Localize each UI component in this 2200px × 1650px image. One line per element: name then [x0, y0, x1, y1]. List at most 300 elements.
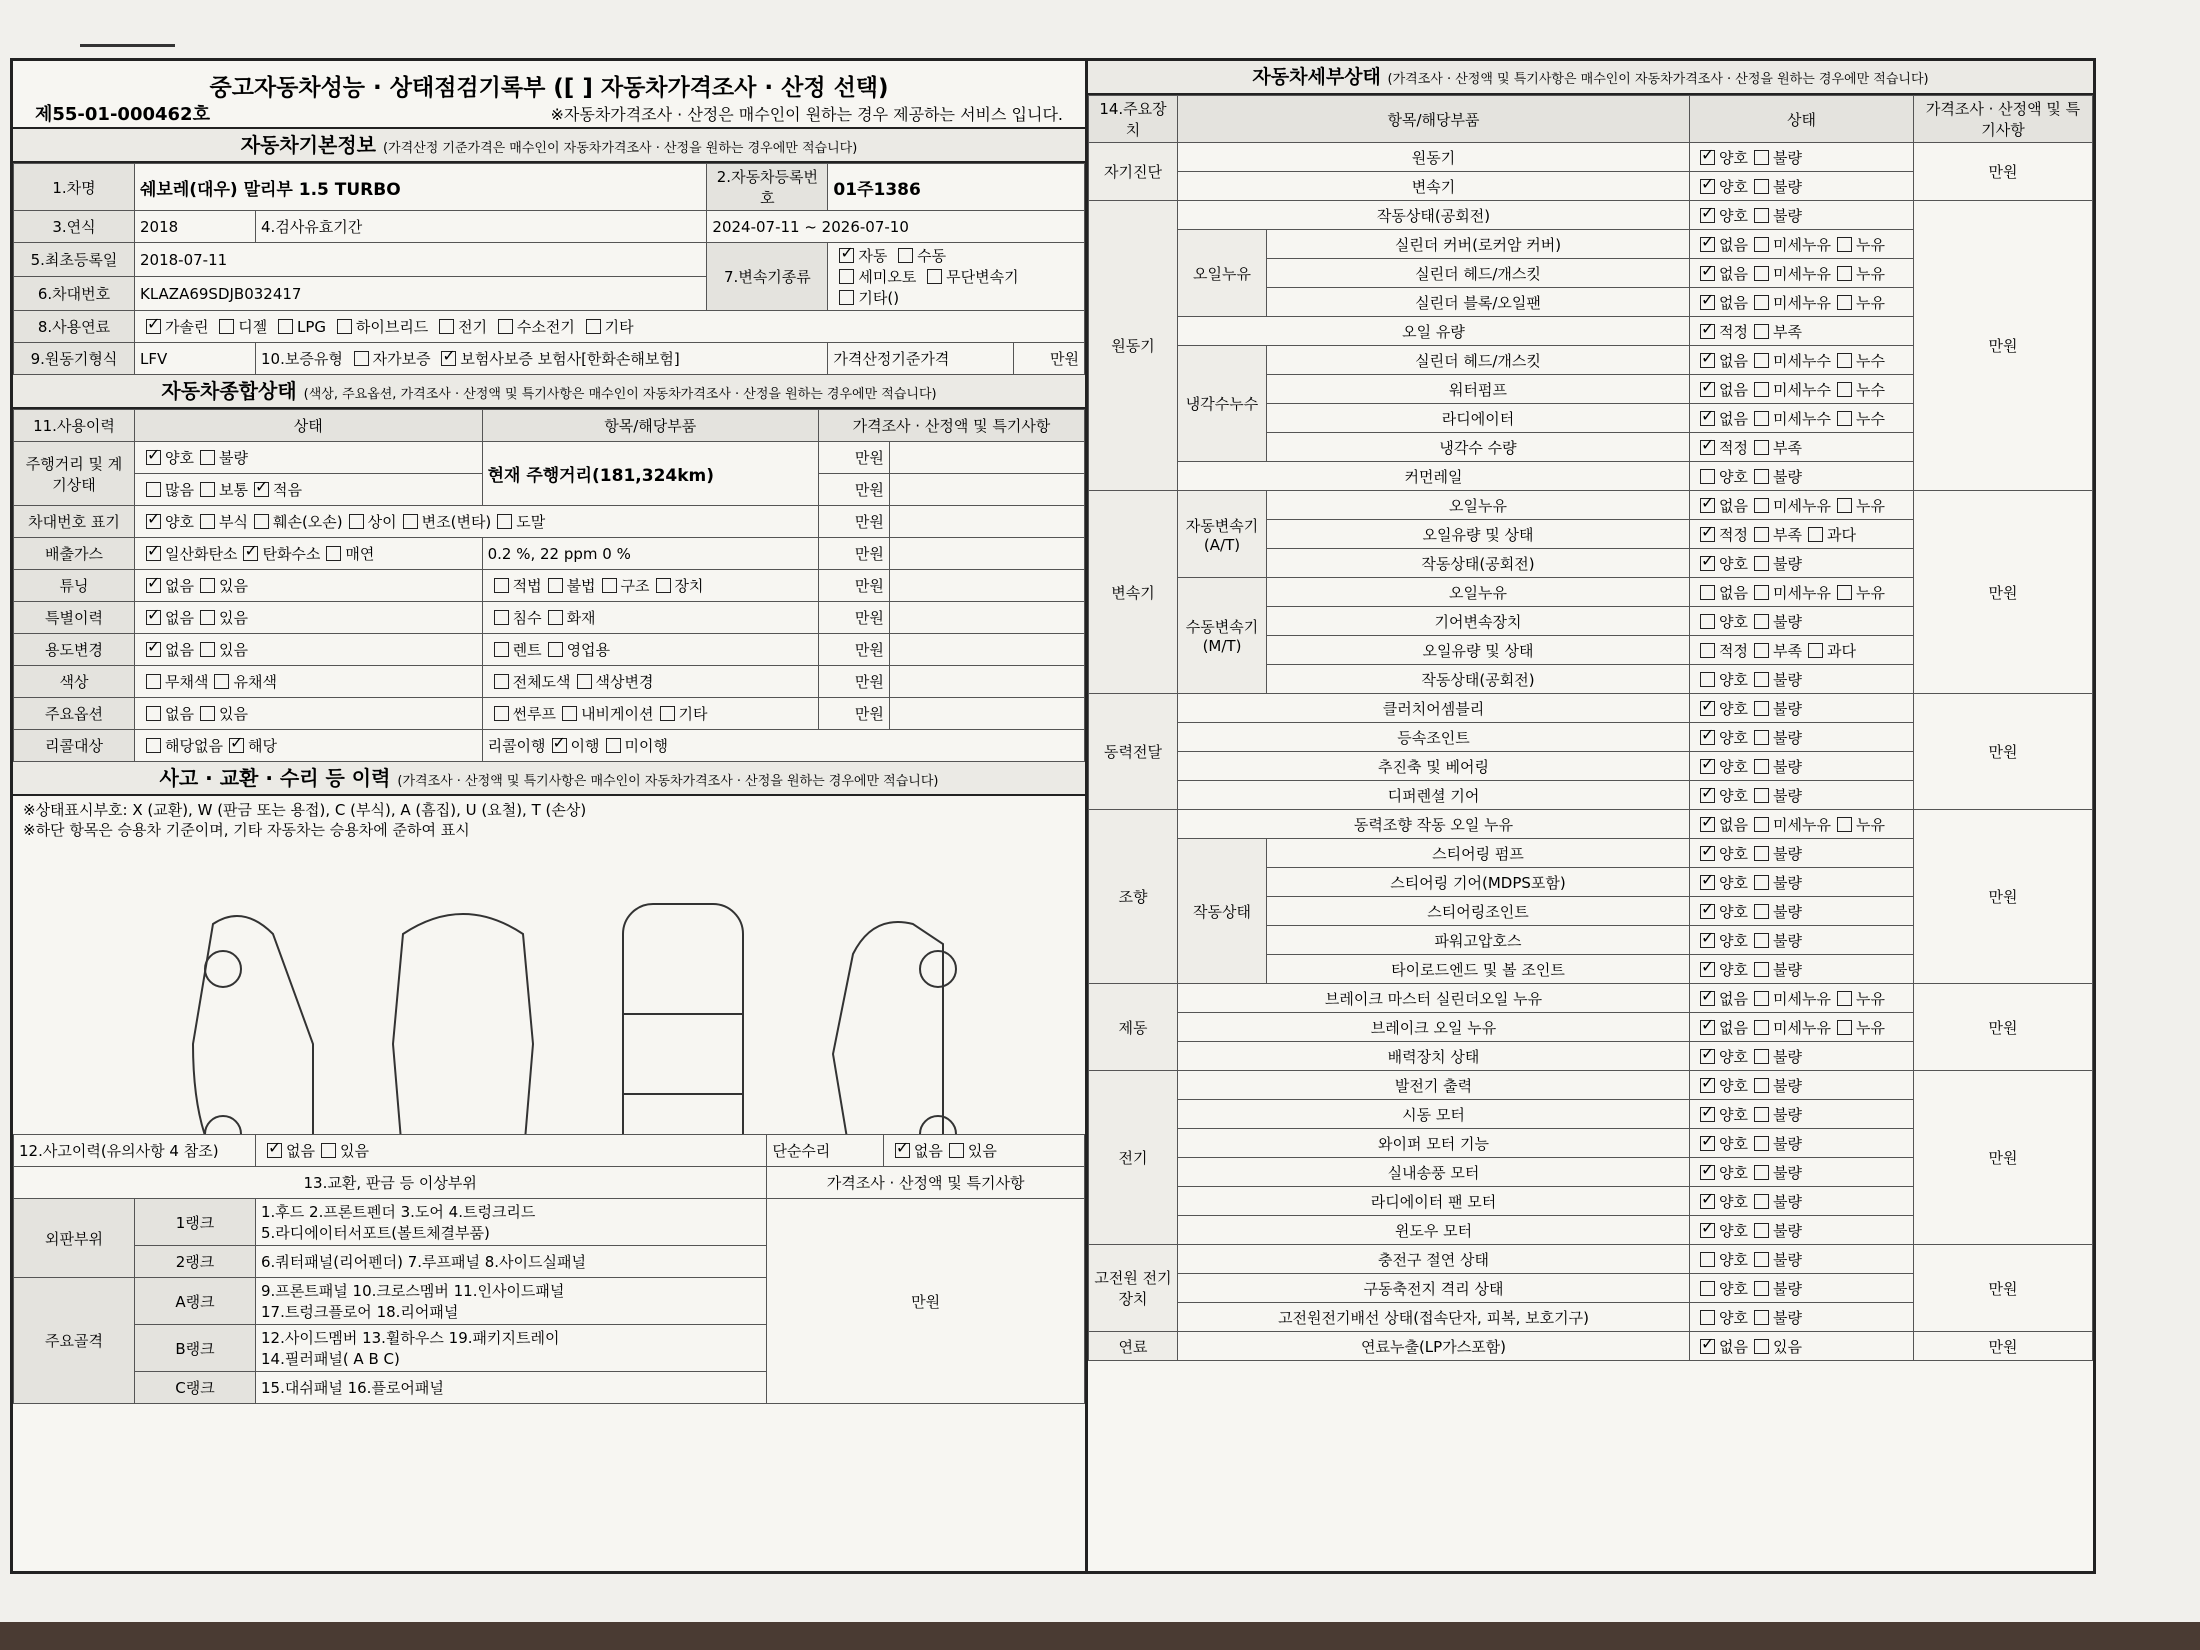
state-options — [1690, 984, 1914, 1013]
checkbox[interactable] — [1754, 614, 1769, 629]
checkbox[interactable] — [1754, 150, 1769, 165]
option-label: 양호 — [1719, 1250, 1748, 1269]
pen-mark — [80, 44, 175, 47]
part-name: 실린더 블록/오일팬 — [1267, 288, 1690, 317]
label-reg: 2.자동차등록번호 — [707, 164, 828, 211]
checkbox[interactable] — [1700, 962, 1715, 977]
state-options — [1690, 1274, 1914, 1303]
checkbox[interactable] — [1837, 353, 1852, 368]
option-label: 미세누유 — [1772, 264, 1831, 283]
warranty: 10.보증유형 자가보증 ✓ 보험사보증 보험사[한화손해보험] — [256, 343, 828, 375]
checkbox[interactable] — [441, 351, 456, 366]
checkbox[interactable] — [200, 642, 215, 657]
option-label: 양호 — [1719, 612, 1748, 631]
part-name: 스티어링조인트 — [1267, 897, 1690, 926]
part-name: 오일유량 및 상태 — [1267, 520, 1690, 549]
checkbox[interactable] — [839, 290, 854, 305]
col-usage: 11.사용이력 — [14, 410, 135, 442]
part-name: 커먼레일 — [1178, 462, 1690, 491]
state-options — [1690, 462, 1914, 491]
checkbox[interactable] — [1754, 440, 1769, 455]
checkbox[interactable] — [200, 610, 215, 625]
state-options — [1690, 404, 1914, 433]
part-name: 등속조인트 — [1178, 723, 1690, 752]
part-name: 동력조향 작동 오일 누유 — [1178, 810, 1690, 839]
option-label: 불량 — [1772, 206, 1802, 225]
state-options — [1690, 1187, 1914, 1216]
checkbox[interactable] — [1700, 933, 1715, 948]
part-name: 냉각수 수량 — [1267, 433, 1690, 462]
option-label: 미세누수 — [1772, 409, 1831, 428]
checkbox[interactable] — [1700, 440, 1715, 455]
option-label: 과다 — [1826, 641, 1856, 660]
checkbox[interactable] — [1754, 933, 1769, 948]
checkbox[interactable] — [1754, 1194, 1769, 1209]
checkbox[interactable] — [1754, 701, 1769, 716]
checkbox[interactable] — [577, 674, 592, 689]
option-label: 불량 — [1772, 467, 1802, 486]
state-options — [1690, 752, 1914, 781]
checkbox[interactable] — [1700, 469, 1715, 484]
checkbox[interactable] — [1754, 730, 1769, 745]
state-options — [1690, 317, 1914, 346]
option-label: 누수 — [1855, 380, 1885, 399]
part-name: 발전기 출력 — [1178, 1071, 1690, 1100]
checkbox[interactable] — [1754, 962, 1769, 977]
checkbox[interactable] — [326, 546, 341, 561]
checkbox[interactable] — [1700, 179, 1715, 194]
checkbox[interactable] — [267, 1143, 282, 1158]
checkbox[interactable] — [1700, 1339, 1715, 1354]
checkbox[interactable] — [1754, 411, 1769, 426]
checkbox[interactable] — [146, 546, 161, 561]
checkbox[interactable] — [146, 450, 161, 465]
checkbox[interactable] — [1754, 846, 1769, 861]
state-options — [1690, 491, 1914, 520]
checkbox[interactable] — [1754, 353, 1769, 368]
checkbox[interactable] — [1754, 585, 1769, 600]
checkbox[interactable] — [1700, 353, 1715, 368]
checkbox[interactable] — [439, 319, 454, 334]
checkbox[interactable] — [146, 578, 161, 593]
checkbox[interactable] — [200, 450, 215, 465]
option-label: 양호 — [1719, 931, 1748, 950]
option-label: 없음 — [1719, 235, 1748, 254]
option-label: 양호 — [1719, 728, 1748, 747]
part-name: 연료누출(LP가스포함) — [1178, 1332, 1690, 1361]
checkbox[interactable] — [1700, 1078, 1715, 1093]
checkbox[interactable] — [1754, 179, 1769, 194]
checkbox[interactable] — [1700, 788, 1715, 803]
checkbox[interactable] — [146, 706, 161, 721]
state-options — [1690, 723, 1914, 752]
checkbox[interactable] — [1754, 1281, 1769, 1296]
checkbox[interactable] — [1700, 1194, 1715, 1209]
checkbox[interactable] — [839, 269, 854, 284]
option-label: 없음 — [1719, 351, 1748, 370]
state-options — [1690, 781, 1914, 810]
checkbox[interactable] — [1754, 991, 1769, 1006]
checkbox[interactable] — [949, 1143, 964, 1158]
price-cell: 만원 — [1914, 694, 2093, 810]
checkbox[interactable] — [1754, 556, 1769, 571]
checkbox[interactable] — [1754, 1078, 1769, 1093]
option-label: 양호 — [1719, 786, 1748, 805]
checkbox[interactable] — [354, 351, 369, 366]
checkbox[interactable] — [1700, 730, 1715, 745]
checkbox[interactable] — [200, 514, 215, 529]
state-options — [1690, 665, 1914, 694]
checkbox[interactable] — [1754, 469, 1769, 484]
checkbox[interactable] — [146, 674, 161, 689]
checkbox[interactable] — [586, 319, 601, 334]
row-label: 주행거리 및 계기상태 — [14, 442, 135, 506]
checkbox[interactable] — [214, 674, 229, 689]
checkbox[interactable] — [200, 706, 215, 721]
checkbox[interactable] — [146, 642, 161, 657]
checkbox[interactable] — [1700, 1281, 1715, 1296]
part-name: 작동상태(공회전) — [1267, 665, 1690, 694]
checkbox[interactable] — [1700, 1136, 1715, 1151]
checkbox[interactable] — [1700, 295, 1715, 310]
checkbox[interactable] — [1700, 266, 1715, 281]
checkbox[interactable] — [606, 738, 621, 753]
option-label: 양호 — [1719, 960, 1748, 979]
checkbox[interactable] — [1754, 295, 1769, 310]
doc-note: ※자동차가격조사 · 산정은 매수인이 원하는 경우 제공하는 서비스 입니다. — [550, 104, 1063, 124]
checkbox[interactable] — [1754, 875, 1769, 890]
price-head: 가격조사 · 산정액 및 특기사항 — [767, 1167, 1085, 1199]
checkbox[interactable] — [1700, 150, 1715, 165]
checkbox[interactable] — [321, 1143, 336, 1158]
vin: KLAZA69SDJB032417 — [135, 277, 707, 311]
col-status: 상태 — [135, 410, 483, 442]
part-name: 오일 유량 — [1178, 317, 1690, 346]
checkbox[interactable] — [254, 482, 269, 497]
label-inspect: 4.검사유효기간 — [256, 211, 707, 243]
option-label: 양호 — [1719, 844, 1748, 863]
checkbox[interactable] — [1700, 1049, 1715, 1064]
checkbox[interactable] — [278, 319, 293, 334]
option-label: 불량 — [1772, 612, 1802, 631]
detail-row — [1089, 201, 2093, 230]
checkbox[interactable] — [1700, 1107, 1715, 1122]
checkbox[interactable] — [656, 578, 671, 593]
part-name: 원동기 — [1178, 143, 1690, 172]
checkbox[interactable] — [1754, 817, 1769, 832]
checkbox[interactable] — [1754, 266, 1769, 281]
checkbox[interactable] — [1700, 498, 1715, 513]
option-label: 불량 — [1772, 1279, 1802, 1298]
part-name: 시동 모터 — [1178, 1100, 1690, 1129]
checkbox[interactable] — [229, 738, 244, 753]
checkbox[interactable] — [1837, 817, 1852, 832]
checkbox[interactable] — [898, 248, 913, 263]
mileage: 현재 주행거리(181,324km) — [482, 442, 818, 506]
checkbox[interactable] — [1808, 643, 1823, 658]
checkbox[interactable] — [1700, 759, 1715, 774]
option-label: 없음 — [1719, 264, 1748, 283]
checkbox[interactable] — [1700, 846, 1715, 861]
detail-row — [1089, 1332, 2093, 1361]
device-group: 고전원 전기장치 — [1089, 1245, 1178, 1332]
checkbox[interactable] — [494, 674, 509, 689]
detail-row — [1089, 694, 2093, 723]
doc-title: 중고자동차성능 · 상태점검기록부 ([ ] 자동차가격조사 · 산정 선택) — [209, 75, 889, 101]
detail-table — [1088, 95, 2093, 1361]
checkbox[interactable] — [1754, 382, 1769, 397]
part-name: 충전구 절연 상태 — [1178, 1245, 1690, 1274]
price-cell: 만원 — [1914, 984, 2093, 1071]
checkbox[interactable] — [1700, 237, 1715, 252]
detail-row — [1089, 491, 2093, 520]
device-group: 제동 — [1089, 984, 1178, 1071]
part-name: 윈도우 모터 — [1178, 1216, 1690, 1245]
legend: ※상태표시부호: X (교환), W (판금 또는 용접), C (부식), A (흠집), U (요철), T (손상) ※하단 항목은 승용차 기준이며, 기타 자동차는 승용차에 준하여 표시 — [23, 801, 587, 839]
checkbox[interactable] — [1754, 527, 1769, 542]
option-label: 불량 — [1772, 786, 1802, 805]
checkbox[interactable] — [337, 319, 352, 334]
col-device: 14.주요장치 — [1089, 96, 1178, 143]
option-label: 불량 — [1772, 873, 1802, 892]
basic-info-table — [13, 163, 1085, 375]
checkbox[interactable] — [243, 546, 258, 561]
checkbox[interactable] — [1837, 295, 1852, 310]
device-group: 원동기 — [1089, 201, 1178, 491]
option-label: 불량 — [1772, 960, 1802, 979]
checkbox[interactable] — [254, 514, 269, 529]
checkbox[interactable] — [548, 578, 563, 593]
option-label: 적정 — [1719, 438, 1748, 457]
part-name: 라디에이터 팬 모터 — [1178, 1187, 1690, 1216]
checkbox[interactable] — [219, 319, 234, 334]
checkbox[interactable] — [1808, 527, 1823, 542]
option-label: 양호 — [1719, 1076, 1748, 1095]
checkbox[interactable] — [895, 1143, 910, 1158]
fuel-options: ✓ 가솔린 디젤 LPG 하이브리드 전기 수소전기 기타 — [135, 311, 1085, 343]
part-name: 작동상태(공회전) — [1178, 201, 1690, 230]
checkbox[interactable] — [1837, 991, 1852, 1006]
checkbox[interactable] — [1700, 585, 1715, 600]
checkbox[interactable] — [498, 319, 513, 334]
checkbox[interactable] — [1700, 324, 1715, 339]
checkbox[interactable] — [1837, 266, 1852, 281]
checkbox[interactable] — [494, 578, 509, 593]
label-name: 1.차명 — [14, 164, 135, 211]
checkbox[interactable] — [1754, 1310, 1769, 1325]
checkbox[interactable] — [1700, 672, 1715, 687]
option-label: 누수 — [1855, 409, 1885, 428]
price-cell: 만원 — [1914, 491, 2093, 694]
checkbox[interactable] — [1700, 817, 1715, 832]
checkbox[interactable] — [1700, 382, 1715, 397]
label-engine: 9.원동기형식 — [14, 343, 135, 375]
checkbox[interactable] — [562, 706, 577, 721]
checkbox[interactable] — [200, 578, 215, 593]
checkbox[interactable] — [1754, 1107, 1769, 1122]
option-label: 양호 — [1719, 1279, 1748, 1298]
option-label: 불량 — [1772, 1221, 1802, 1240]
option-label: 양호 — [1719, 177, 1748, 196]
part-name: 작동상태(공회전) — [1267, 549, 1690, 578]
state-options — [1690, 1303, 1914, 1332]
option-label: 양호 — [1719, 554, 1748, 573]
option-label: 미세누유 — [1772, 815, 1831, 834]
checkbox[interactable] — [1754, 1339, 1769, 1354]
option-label: 양호 — [1719, 1192, 1748, 1211]
option-label: 없음 — [1719, 409, 1748, 428]
option-label: 불량 — [1772, 148, 1802, 167]
checkbox[interactable] — [146, 610, 161, 625]
checkbox[interactable] — [1754, 1165, 1769, 1180]
checkbox[interactable] — [552, 738, 567, 753]
checkbox[interactable] — [1700, 1165, 1715, 1180]
option-label: 양호 — [1719, 206, 1748, 225]
checkbox[interactable] — [1754, 672, 1769, 687]
state-options — [1690, 839, 1914, 868]
checkbox[interactable] — [1754, 1252, 1769, 1267]
checkbox[interactable] — [1754, 1223, 1769, 1238]
checkbox[interactable] — [1700, 1223, 1715, 1238]
part-name: 오일유량 및 상태 — [1267, 636, 1690, 665]
checkbox[interactable] — [1754, 208, 1769, 223]
checkbox[interactable] — [146, 319, 161, 334]
checkbox[interactable] — [1837, 498, 1852, 513]
checkbox[interactable] — [1837, 382, 1852, 397]
checkbox[interactable] — [1754, 759, 1769, 774]
option-label: 양호 — [1719, 1308, 1748, 1327]
state-options — [1690, 578, 1914, 607]
state-options — [1690, 607, 1914, 636]
option-label: 양호 — [1719, 902, 1748, 921]
accident-title: 사고 · 교환 · 수리 등 이력 (가격조사 · 산정액 및 특기사항은 매수인이 자동차가격조사 · 산정을 원하는 경우에만 적습니다) — [13, 762, 1085, 796]
checkbox[interactable] — [146, 514, 161, 529]
checkbox[interactable] — [1700, 1020, 1715, 1035]
checkbox[interactable] — [497, 514, 512, 529]
part-name: 클러치어셈블리 — [1178, 694, 1690, 723]
checkbox[interactable] — [494, 706, 509, 721]
checkbox[interactable] — [349, 514, 364, 529]
checkbox[interactable] — [927, 269, 942, 284]
checkbox[interactable] — [1700, 904, 1715, 919]
part-name: 배력장치 상태 — [1178, 1042, 1690, 1071]
detail-row — [1089, 143, 2093, 172]
sub-group: 자동변속기(A/T) — [1178, 491, 1267, 578]
label-first-reg: 5.최초등록일 — [14, 243, 135, 277]
checkbox[interactable] — [200, 482, 215, 497]
checkbox[interactable] — [1754, 237, 1769, 252]
col-state: 상태 — [1690, 96, 1914, 143]
accident-table: 12.사고이력(유의사항 4 참조) ✓ 없음 있음 단순수리 ✓ 없음 있음 13.교환, 판금 등 이상부위 가격조사 · 산정액 및 특기사항 외판부위 1랭크 1.후드 2.프론트펜더 3.도어 4.트렁크리드 5.라디에이터서포트(볼트체결부품) 만원 2랭크 6.쿼터패널(리어펜더) 7.루프패널 8.사이드실패널 주요골격 A랭크 9.프론트패널 10.크로스멤버 11.인사이드패널 17.트렁크플로어 18.리어패널 B랭크 12.사이드멤버 13.휠하우스 19.패키지트레이 14.필러패널( A B C) C랭크 15.대쉬패널 16.플로어패널 — [13, 1134, 1085, 1404]
checkbox[interactable] — [494, 642, 509, 657]
label-year: 3.연식 — [14, 211, 135, 243]
checkbox[interactable] — [1754, 1136, 1769, 1151]
part-name: 오일누유 — [1267, 578, 1690, 607]
checkbox[interactable] — [1700, 527, 1715, 542]
checkbox[interactable] — [494, 610, 509, 625]
state-options — [1690, 694, 1914, 723]
part-name: 와이퍼 모터 기능 — [1178, 1129, 1690, 1158]
option-label: 부족 — [1772, 322, 1802, 341]
part-name: 오일누유 — [1267, 491, 1690, 520]
checkbox[interactable] — [1700, 875, 1715, 890]
checkbox[interactable] — [1837, 1020, 1852, 1035]
option-label: 양호 — [1719, 1163, 1748, 1182]
checkbox[interactable] — [1754, 643, 1769, 658]
option-label: 누유 — [1855, 1018, 1885, 1037]
checkbox[interactable] — [1754, 904, 1769, 919]
sub-group: 작동상태 — [1178, 839, 1267, 984]
checkbox[interactable] — [1700, 208, 1715, 223]
checkbox[interactable] — [1700, 1310, 1715, 1325]
part-name: 고전원전기배선 상태(접속단자, 피복, 보호기구) — [1178, 1303, 1690, 1332]
checkbox[interactable] — [1754, 324, 1769, 339]
state-options — [1690, 955, 1914, 984]
checkbox[interactable] — [1837, 585, 1852, 600]
checkbox[interactable] — [146, 482, 161, 497]
option-label: 불량 — [1772, 931, 1802, 950]
label-base-price: 가격산정기준가격 — [828, 343, 1014, 375]
checkbox[interactable] — [403, 514, 418, 529]
checkbox[interactable] — [1700, 643, 1715, 658]
checkbox[interactable] — [1754, 1049, 1769, 1064]
unit: 만원 — [1014, 343, 1085, 375]
checkbox[interactable] — [548, 610, 563, 625]
checkbox[interactable] — [660, 706, 675, 721]
option-label: 불량 — [1772, 699, 1802, 718]
checkbox[interactable] — [146, 738, 161, 753]
checkbox[interactable] — [839, 248, 854, 263]
option-label: 누유 — [1855, 989, 1885, 1008]
option-label: 미세누수 — [1772, 380, 1831, 399]
row-label: 색상 — [14, 666, 135, 698]
trans-options: ✓자동 수동 세미오토 무단변속기 기타() — [828, 243, 1085, 311]
device-group: 자기진단 — [1089, 143, 1178, 201]
checkbox[interactable] — [1700, 1252, 1715, 1267]
checkbox[interactable] — [1700, 991, 1715, 1006]
option-label: 있음 — [1772, 1337, 1802, 1356]
state-options — [1690, 201, 1914, 230]
option-label: 불량 — [1772, 728, 1802, 747]
state-options — [1690, 1245, 1914, 1274]
checkbox[interactable] — [1754, 1020, 1769, 1035]
right-column — [1088, 61, 2093, 1571]
checkbox[interactable] — [1837, 411, 1852, 426]
option-label: 부족 — [1772, 641, 1802, 660]
col-price: 가격조사 · 산정액 및 특기사항 — [1914, 96, 2093, 143]
checkbox[interactable] — [1700, 701, 1715, 716]
checkbox[interactable] — [1700, 614, 1715, 629]
state-options — [1690, 433, 1914, 462]
option-label: 미세누유 — [1772, 989, 1831, 1008]
option-label: 누유 — [1855, 293, 1885, 312]
state-options — [1690, 1129, 1914, 1158]
checkbox[interactable] — [1754, 788, 1769, 803]
part-name: 브레이크 오일 누유 — [1178, 1013, 1690, 1042]
checkbox[interactable] — [1700, 411, 1715, 426]
state-options — [1690, 520, 1914, 549]
checkbox[interactable] — [548, 642, 563, 657]
checkbox[interactable] — [1837, 237, 1852, 252]
state-options — [1690, 1071, 1914, 1100]
detail-row — [1089, 1245, 2093, 1274]
checkbox[interactable] — [602, 578, 617, 593]
inspection-sheet — [10, 58, 2096, 1574]
checkbox[interactable] — [1700, 556, 1715, 571]
option-label: 누유 — [1855, 815, 1885, 834]
option-label: 불량 — [1772, 670, 1802, 689]
checkbox[interactable] — [1754, 498, 1769, 513]
